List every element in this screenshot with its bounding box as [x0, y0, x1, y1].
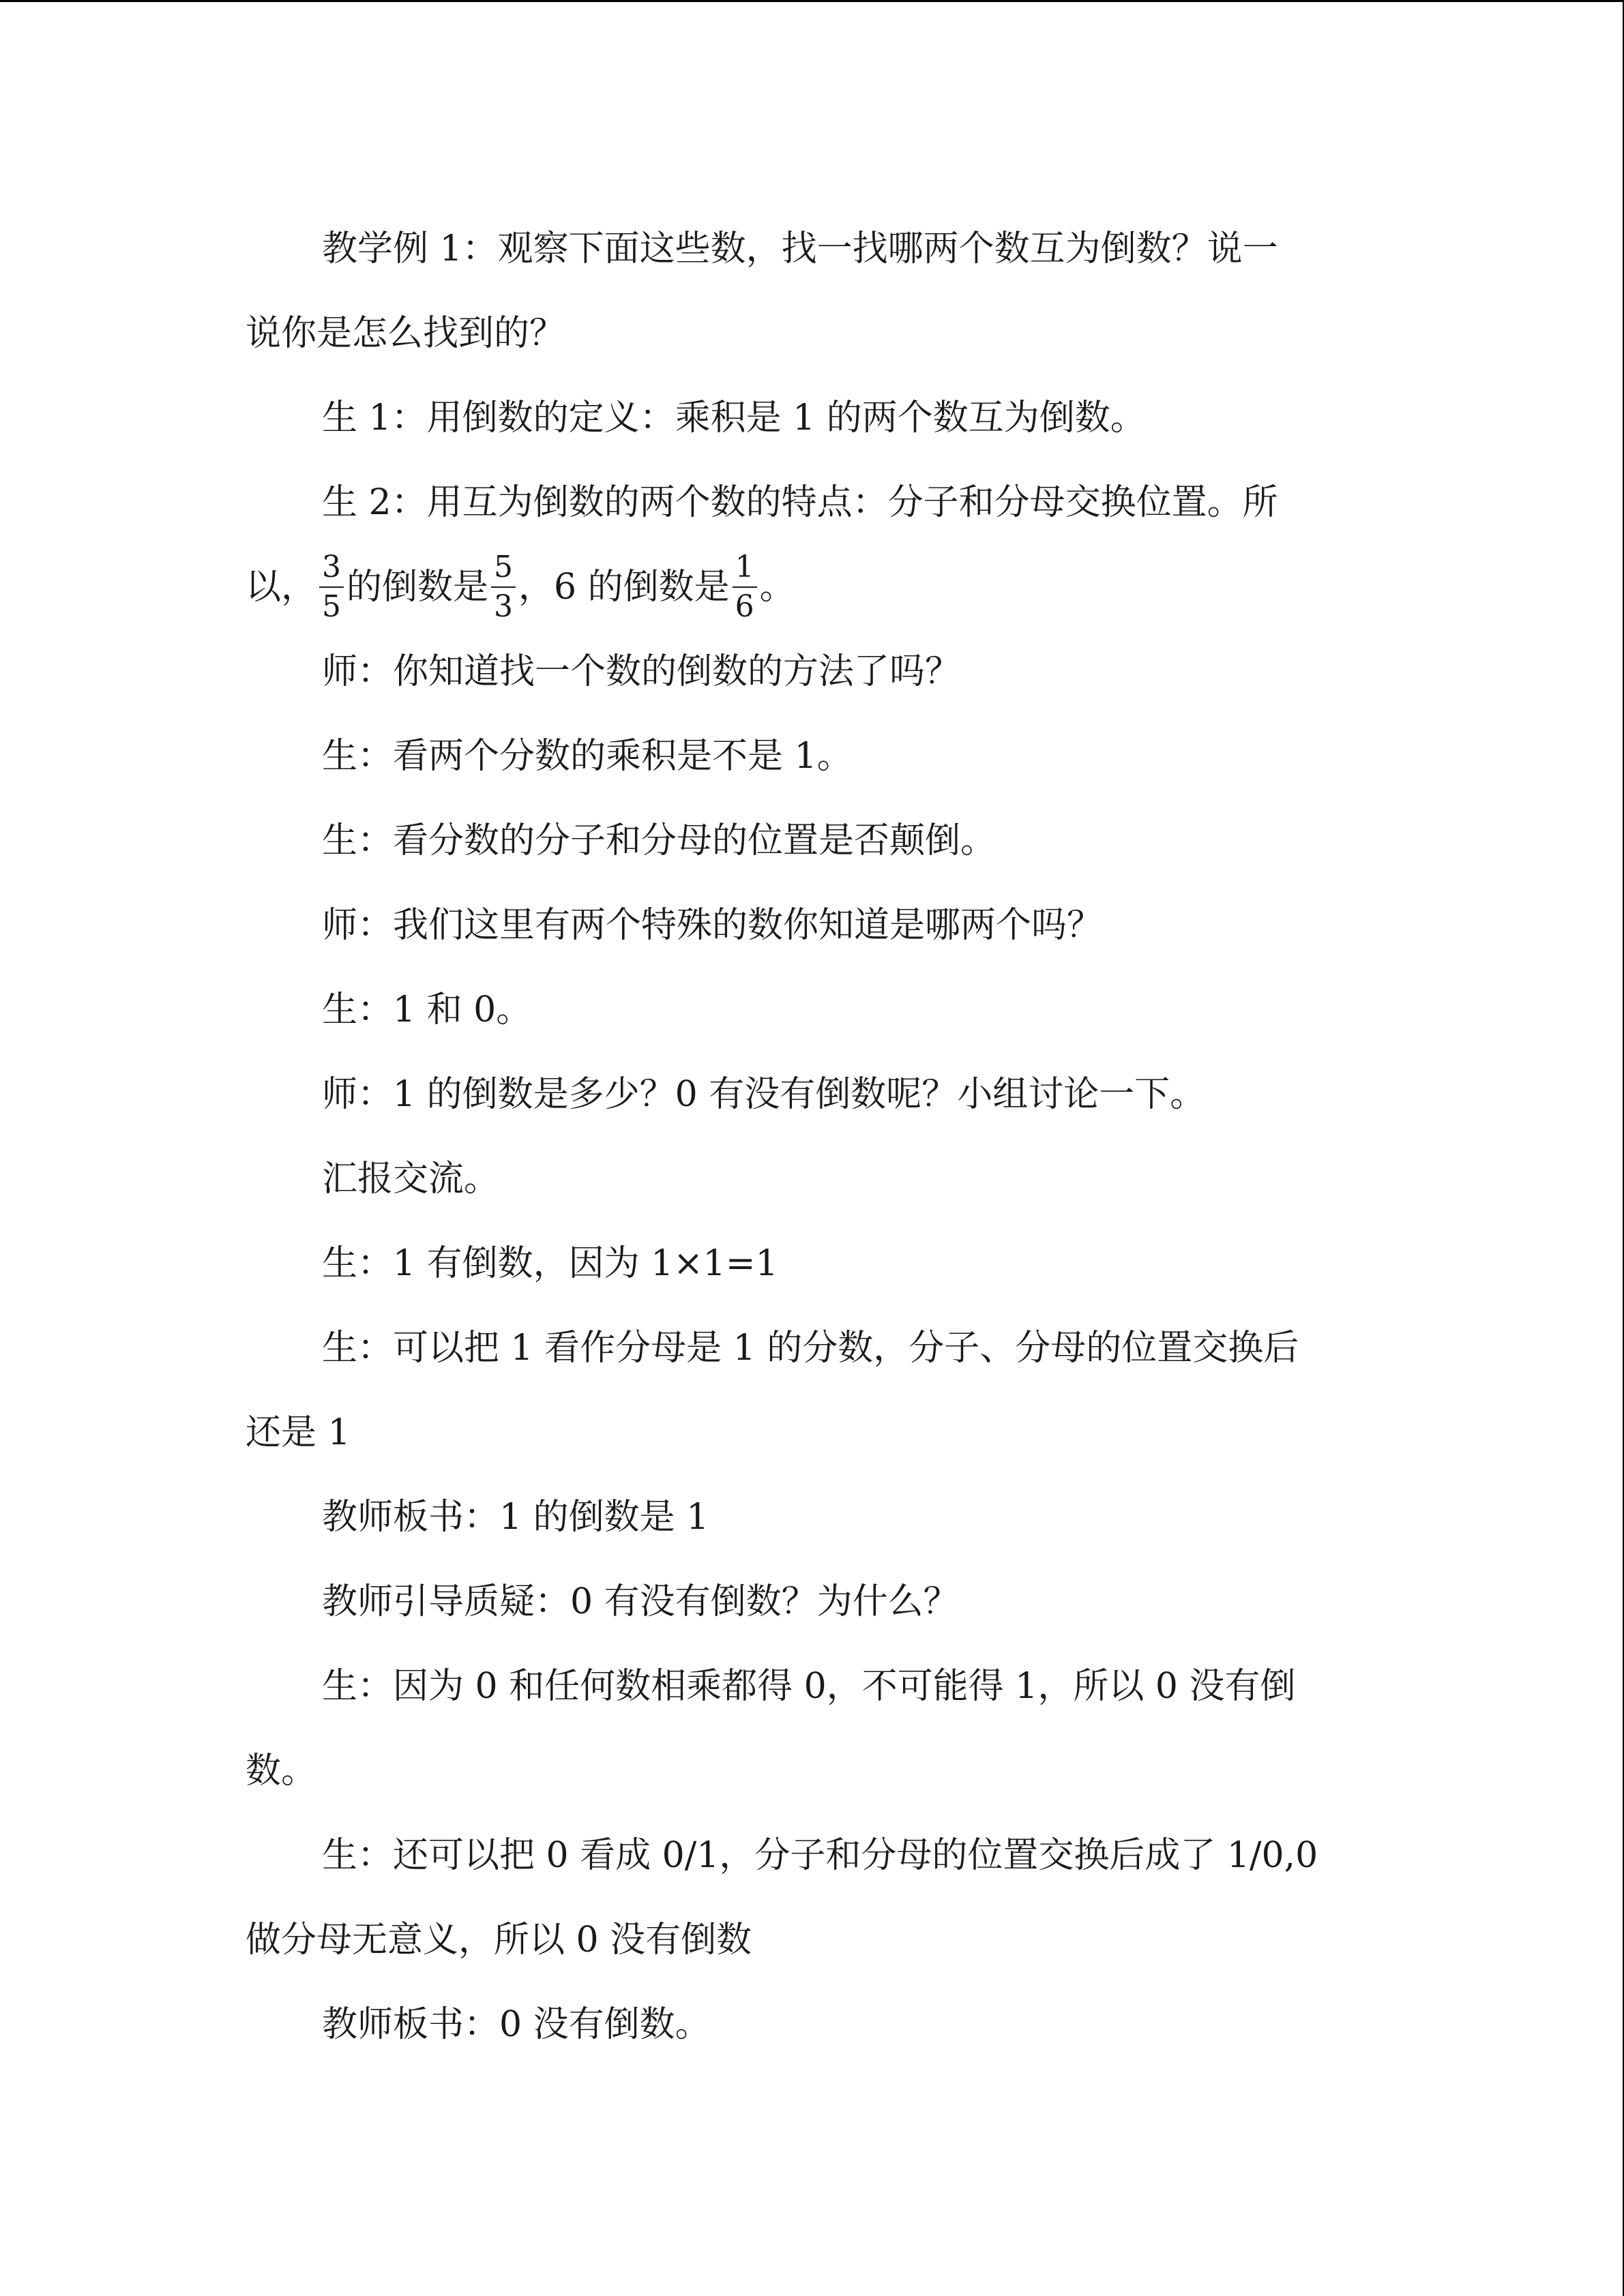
paragraph-student-one-fraction-cont: 还是 1 — [246, 1412, 351, 1453]
paragraph-board-one: 教师板书：1 的倒数是 1 — [322, 1497, 709, 1538]
paragraph-student-one-zero: 生：1 和 0。 — [322, 989, 532, 1030]
paragraph-student-zero-fraction: 生：还可以把 0 看成 0/1，分子和分母的位置交换后成了 1/0,0 — [322, 1835, 1318, 1876]
paragraph-board-zero: 教师板书：0 没有倒数。 — [322, 2004, 711, 2045]
fraction-denominator: 3 — [494, 588, 514, 624]
paragraph-example-1-cont: 说你是怎么找到的？ — [246, 313, 565, 354]
fraction-denominator: 5 — [322, 588, 342, 624]
paragraph-student-zero-fraction-cont: 做分母无意义，所以 0 没有倒数 — [246, 1920, 752, 1960]
paragraph-teacher-special: 师：我们这里有两个特殊的数你知道是哪两个吗？ — [322, 905, 1103, 946]
text-so: 以， — [246, 567, 317, 608]
paragraph-teacher-question-zero: 教师引导质疑：0 有没有倒数？为什么？ — [322, 1581, 959, 1622]
fraction-numerator: 1 — [733, 552, 757, 588]
paragraph-student-swap: 生：看分数的分子和分母的位置是否颠倒。 — [322, 820, 996, 861]
paragraph-teacher-method: 师：你知道找一个数的倒数的方法了吗？ — [322, 651, 961, 692]
text-reciprocal-is: 的倒数是 — [346, 567, 489, 608]
fraction-numerator: 3 — [319, 552, 344, 588]
paragraph-report: 汇报交流。 — [322, 1159, 500, 1199]
paragraph-teacher-discuss: 师：1 的倒数是多少？0 有没有倒数呢？小组讨论一下。 — [322, 1074, 1206, 1115]
paragraph-student-one-has: 生：1 有倒数，因为 1×1=1 — [322, 1243, 778, 1284]
fraction-three-fifths — [319, 549, 344, 624]
text-period: 。 — [759, 567, 795, 608]
fraction-one-sixth — [733, 549, 757, 624]
paragraph-student-zero: 生：因为 0 和任何数相乘都得 0，不可能得 1，所以 0 没有倒 — [322, 1666, 1296, 1707]
paragraph-student-2: 生 2：用互为倒数的两个数的特点：分子和分母交换位置。所 — [322, 482, 1278, 523]
paragraph-student-1: 生 1：用倒数的定义：乘积是 1 的两个数互为倒数。 — [322, 398, 1146, 438]
paragraph-example-1: 教学例 1：观察下面这些数，找一找哪两个数互为倒数？说一 — [322, 228, 1278, 269]
paragraph-student-zero-cont: 数。 — [246, 1750, 317, 1791]
fraction-five-thirds — [491, 549, 516, 624]
paragraph-student-product: 生：看两个分数的乘积是不是 1。 — [322, 736, 853, 777]
paragraph-student-2-cont — [246, 545, 1391, 629]
fraction-numerator: 5 — [491, 552, 516, 588]
document-body — [246, 207, 1391, 2067]
paragraph-student-one-fraction: 生：可以把 1 看作分母是 1 的分数，分子、分母的位置交换后 — [322, 1328, 1299, 1369]
fraction-denominator: 6 — [735, 588, 754, 624]
text-six-reciprocal: ，6 的倒数是 — [518, 567, 730, 608]
